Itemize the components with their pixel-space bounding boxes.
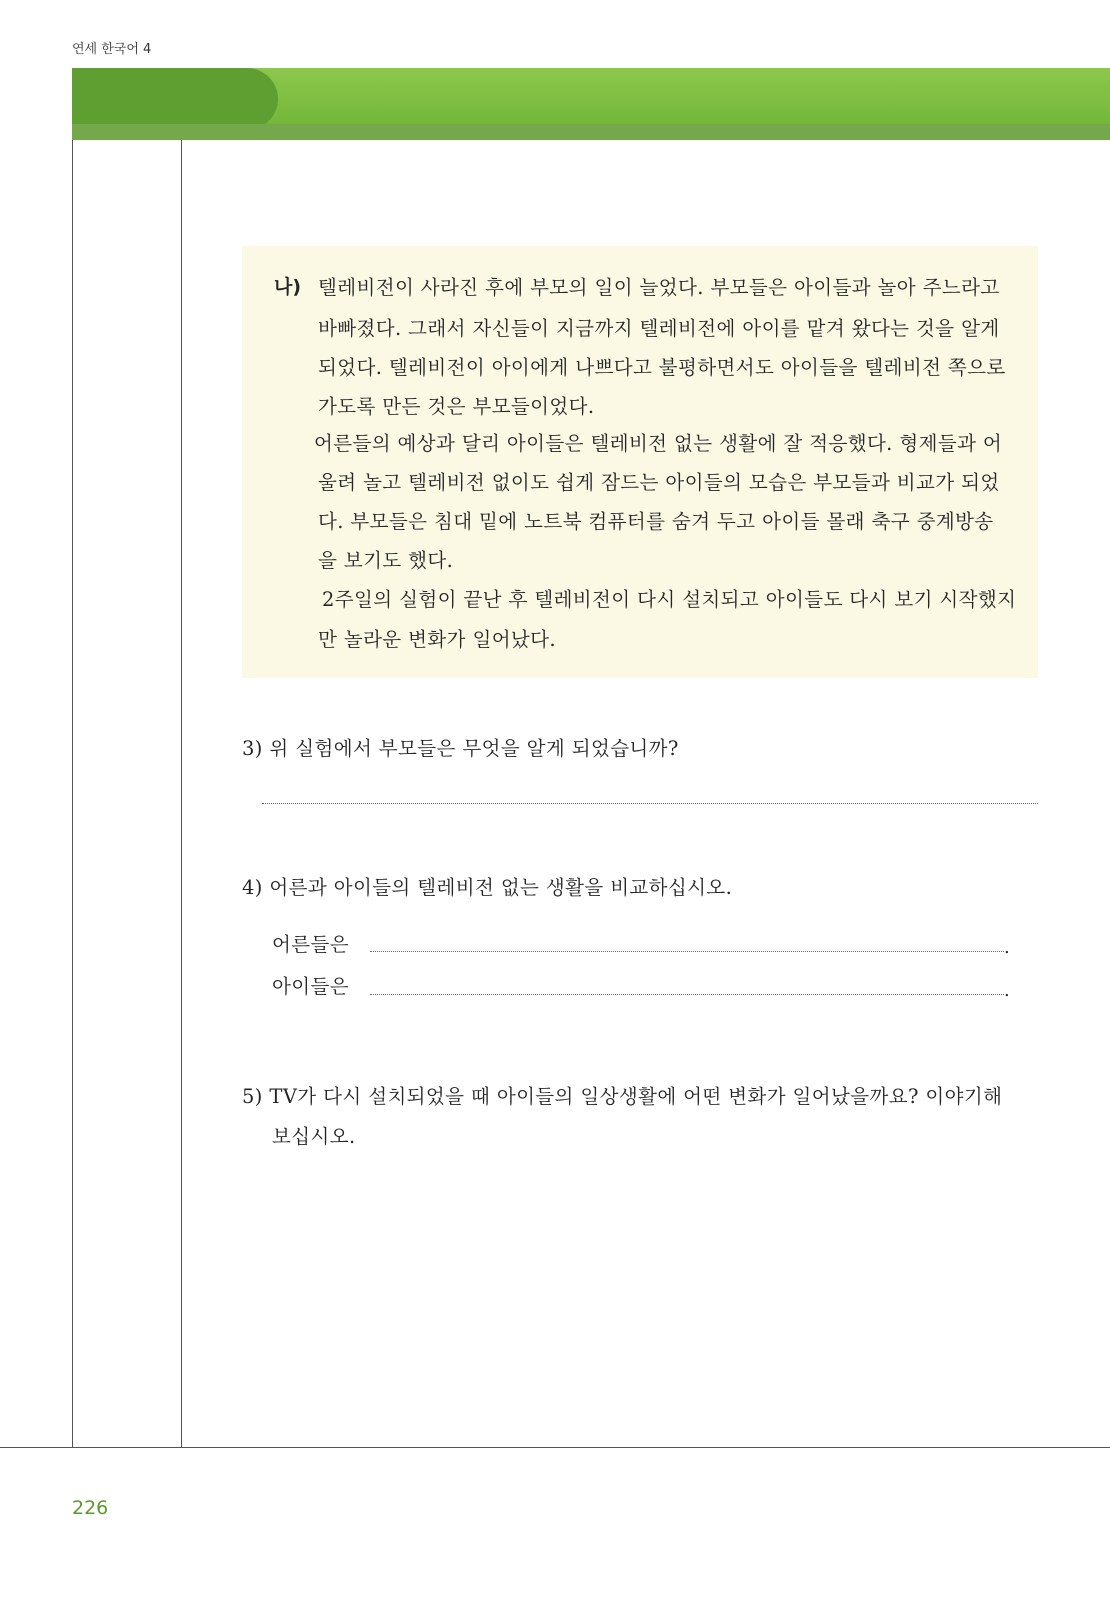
q4-adults-label: 어른들은 [272, 933, 349, 956]
inner-margin-rule [181, 140, 182, 1448]
passage-line: 되었다. 텔레비전이 아이에게 나쁘다고 불평하면서도 아이들을 텔레비전 쪽으로 [318, 356, 1006, 379]
q4-children-period: . [1004, 980, 1010, 1001]
question-4: 4) 어른과 아이들의 텔레비전 없는 생활을 비교하십시오. [242, 876, 733, 899]
q4-children-label: 아이들은 [272, 975, 349, 998]
question-5-line1: 5) TV가 다시 설치되었을 때 아이들의 일상생활에 어떤 변화가 일어났을까요? 이야기해 [242, 1085, 1003, 1108]
q3-answer-line[interactable] [262, 803, 1038, 804]
bottom-rule [0, 1447, 1110, 1448]
reading-passage-box [242, 246, 1038, 678]
banner-tab [72, 68, 278, 130]
question-5-line2: 보십시오. [272, 1125, 356, 1148]
passage-line: 을 보기도 했다. [318, 549, 454, 572]
passage-line: 울려 놀고 텔레비전 없이도 쉽게 잠드는 아이들의 모습은 부모들과 비교가 되었 [318, 471, 1000, 494]
passage-line: 만 놀라운 변화가 일어났다. [318, 628, 557, 651]
q4-children-answer-line[interactable] [370, 994, 1004, 995]
left-margin-rule [72, 140, 73, 1448]
passage-label: 나) [274, 276, 302, 298]
q4-adults-answer-line[interactable] [370, 951, 1004, 952]
passage-line: 가도록 만든 것은 부모들이었다. [318, 395, 595, 418]
passage-line: 다. 부모들은 침대 밑에 노트북 컴퓨터를 숨겨 두고 아이들 몰래 축구 중계방송 [318, 510, 994, 533]
passage-line: 바빠졌다. 그래서 자신들이 지금까지 텔레비전에 아이를 맡겨 왔다는 것을 알게 [318, 317, 1000, 340]
passage-line: 텔레비전이 사라진 후에 부모의 일이 늘었다. 부모들은 아이들과 놀아 주느라고 [318, 276, 1000, 299]
book-title: 연세 한국어 4 [72, 42, 152, 57]
q4-adults-period: . [1004, 937, 1010, 958]
question-3: 3) 위 실험에서 부모들은 무엇을 알게 되었습니까? [242, 737, 679, 760]
page-number: 226 [72, 1497, 109, 1519]
passage-line: 어른들의 예상과 달리 아이들은 텔레비전 없는 생활에 잘 적응했다. 형제들과 어 [314, 432, 1003, 455]
passage-line: 2주일의 실험이 끝난 후 텔레비전이 다시 설치되고 아이들도 다시 보기 시작했지 [322, 588, 1017, 611]
banner-shade [72, 124, 1110, 140]
